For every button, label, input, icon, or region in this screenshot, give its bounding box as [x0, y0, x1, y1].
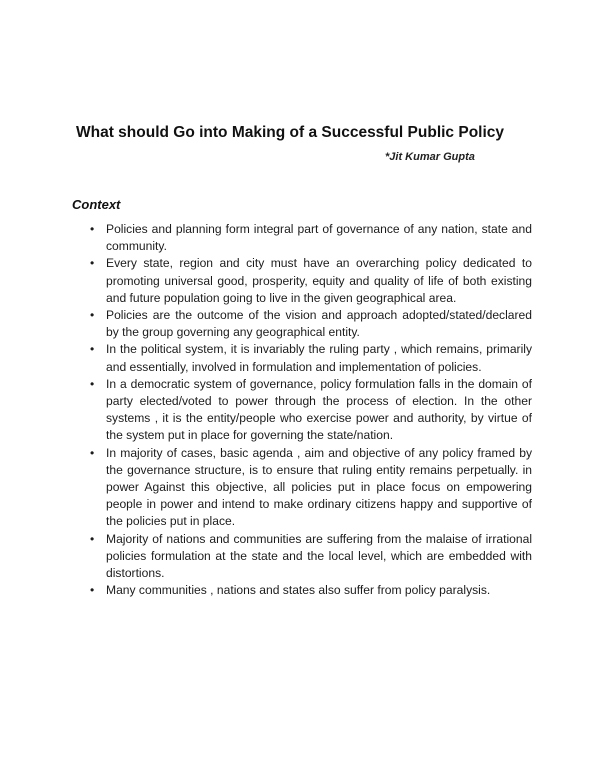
bullet-item	[88, 341, 532, 375]
bullet-item	[88, 255, 532, 307]
bullet-text: In the political system, it is invariably the ruling party , which remains, primarily and essentially, involved in formulation and implementation of policies.	[106, 342, 532, 374]
bullet-text: Policies are the outcome of the vision and approach adopted/stated/declared by the group governing any geographical entity.	[106, 308, 532, 340]
author-name: *Jit Kumar Gupta	[385, 151, 475, 163]
bullet-item	[88, 582, 532, 599]
bullet-dot-icon: •	[90, 531, 95, 546]
section-heading-context: Context	[72, 197, 121, 212]
bullet-dot-icon: •	[90, 308, 95, 323]
bullet-dot-icon: •	[90, 583, 95, 598]
bullet-dot-icon: •	[90, 222, 95, 236]
bullet-item	[88, 531, 532, 583]
bullet-item	[88, 445, 532, 531]
bullet-item	[88, 221, 532, 255]
context-bullet-list	[88, 221, 532, 599]
bullet-text: In majority of cases, basic agenda , aim and objective of any policy framed by the governance structure, is to ensure that ruling entity remains perpetually. in power Against this objective, all policies put in place focus on empowering people in power and intend to make ordinary citizens happy and supportive of the policies put in place.	[106, 445, 532, 529]
bullet-item	[88, 376, 532, 445]
bullet-dot-icon: •	[90, 342, 95, 357]
document-title: What should Go into Making of a Successful Public Policy	[76, 124, 505, 141]
bullet-text: In a democratic system of governance, policy formulation falls in the domain of party elected/voted to power through the process of election. In the other systems , it is the entity/people who exercise power and authority, by virtue of the system put in place for governing the state/nation.	[106, 376, 532, 443]
bullet-text: Majority of nations and communities are suffering from the malaise of irrational policies formulation at the state and the local level, which are embedded with distortions.	[106, 531, 532, 581]
bullet-dot-icon: •	[90, 256, 95, 271]
bullet-item	[88, 307, 532, 341]
bullet-text: Every state, region and city must have an overarching policy dedicated to promoting universal good, prosperity, equity and quality of life of both existing and future population going to live in the given geographical area.	[106, 256, 532, 305]
bullet-dot-icon: •	[90, 445, 95, 460]
bullet-text: Policies and planning form integral part of governance of any nation, state and community.	[106, 222, 532, 254]
bullet-text: Many communities , nations and states also suffer from policy paralysis.	[106, 583, 491, 598]
bullet-dot-icon: •	[90, 376, 95, 391]
